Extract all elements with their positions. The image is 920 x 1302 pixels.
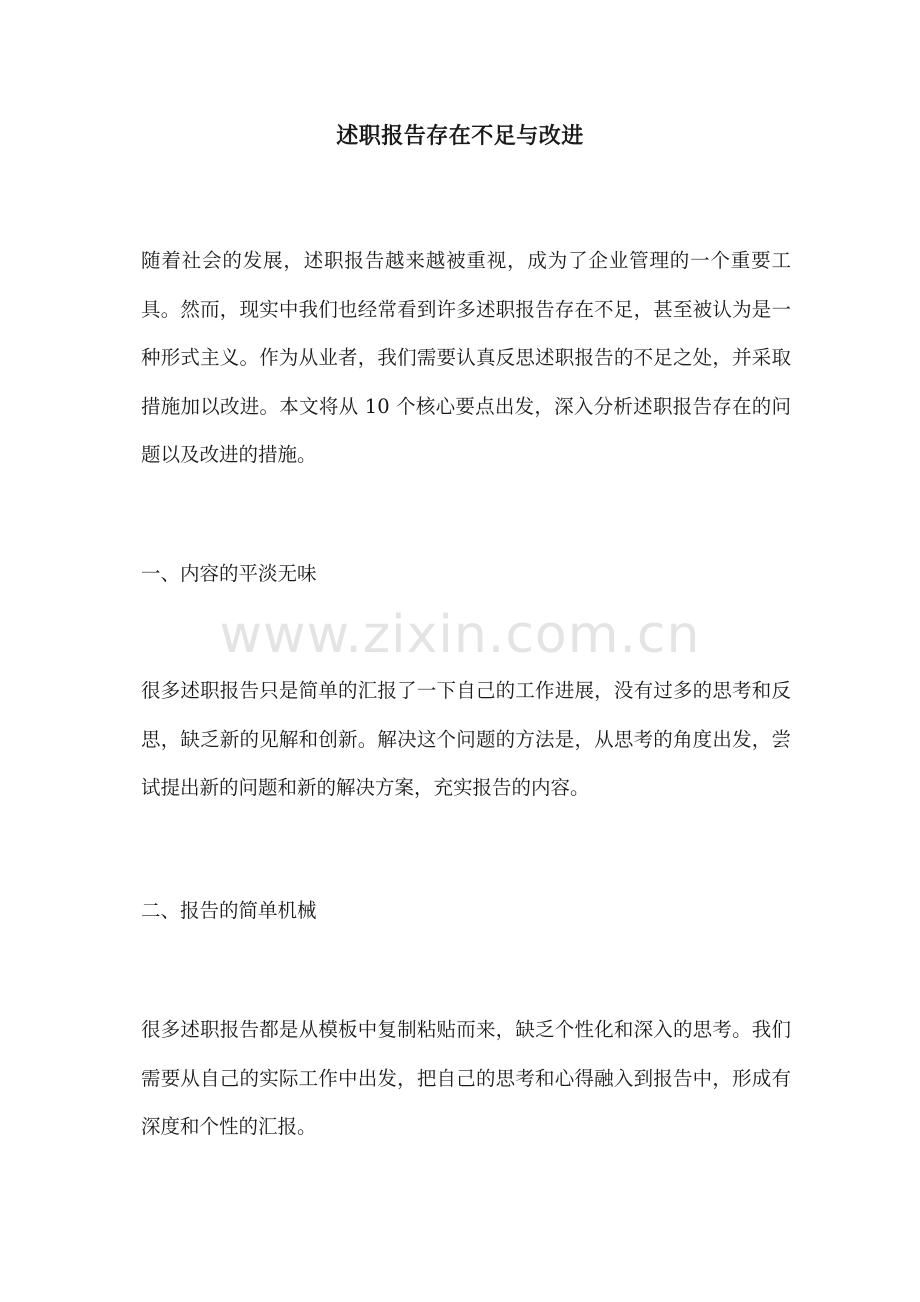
section-body-2: 很多述职报告都是从模板中复制粘贴而来，缺乏个性化和深入的思考。我们需要从自己的实际工作中出发，把自己的思考和心得融入到报告中，形成有深度和个性的汇报。: [141, 1018, 791, 1138]
document-title: 述职报告存在不足与改进: [336, 123, 584, 149]
intro-paragraph: 随着社会的发展，述职报告越来越被重视，成为了企业管理的一个重要工具。然而，现实中我们也经常看到许多述职报告存在不足，甚至被认为是一种形式主义。作为从业者，我们需要认真反思述职报告的不足之处，并采取措施加以改进。本文将从 10 个核心要点出发，深入分析述职报告存在的问题以及改进的措施。: [141, 249, 791, 466]
section-body-1: 很多述职报告只是简单的汇报了一下自己的工作进展，没有过多的思考和反思，缺乏新的见解和创新。解决这个问题的方法是，从思考的角度出发，尝试提出新的问题和新的解决方案，充实报告的内容。: [141, 679, 791, 799]
section-heading-2: 二、报告的简单机械: [141, 899, 317, 922]
watermark: www.zixin.com.cn: [219, 605, 701, 665]
section-heading-1: 一、内容的平淡无味: [141, 562, 317, 585]
